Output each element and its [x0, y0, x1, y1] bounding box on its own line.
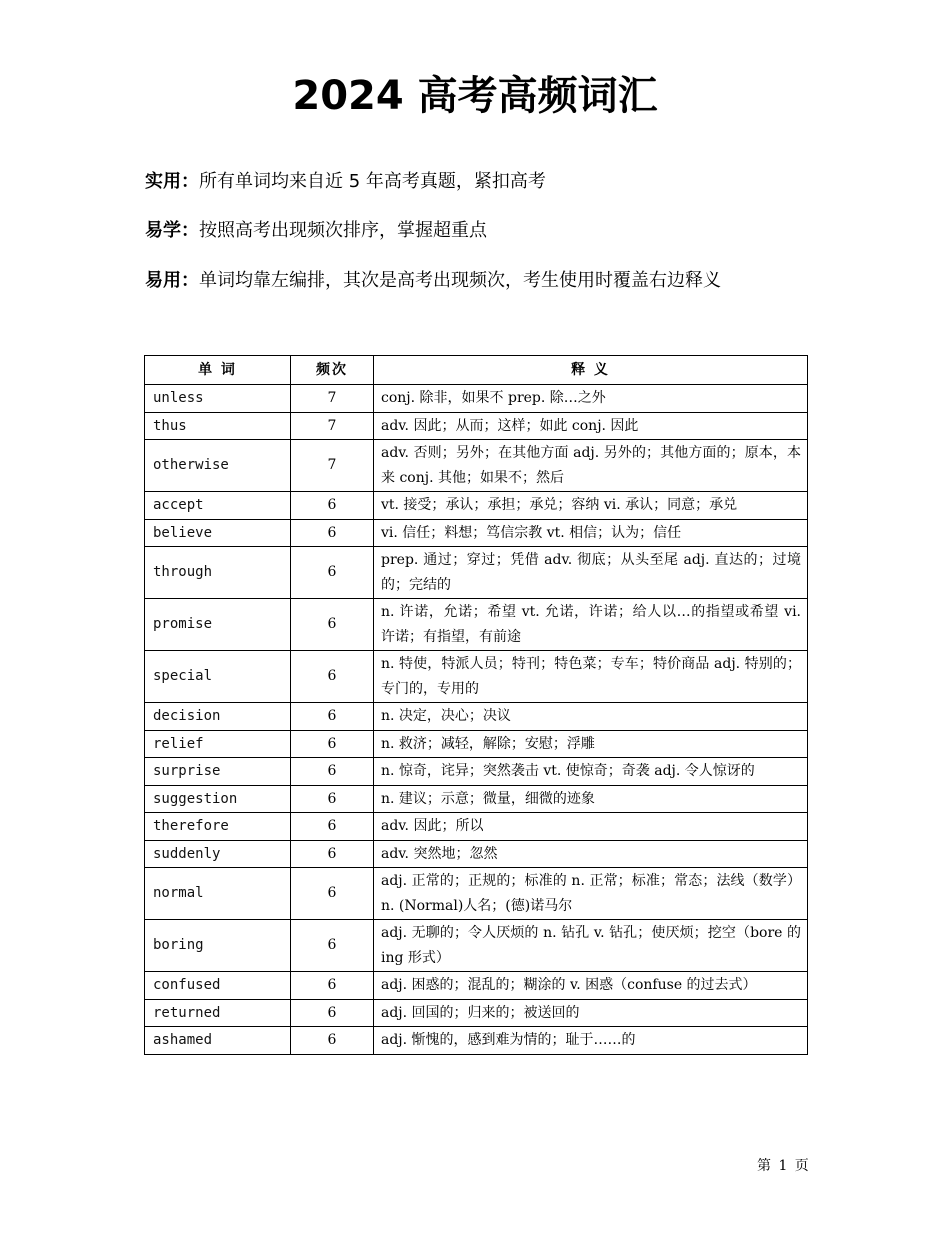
intro-easy-learn	[145, 218, 487, 244]
word-cell: surprise	[145, 758, 291, 786]
table-row	[145, 1027, 808, 1055]
meaning-cell: adv. 因此；所以	[374, 813, 808, 841]
table-row	[145, 440, 808, 492]
word-cell: unless	[145, 385, 291, 413]
frequency-cell: 6	[291, 651, 374, 703]
meaning-cell: conj. 除非，如果不 prep. 除…之外	[374, 385, 808, 413]
frequency-cell: 6	[291, 758, 374, 786]
word-cell: suddenly	[145, 840, 291, 868]
word-cell: decision	[145, 703, 291, 731]
meaning-cell: prep. 通过；穿过；凭借 adv. 彻底；从头至尾 adj. 直达的；过境的；完结的	[374, 547, 808, 599]
table-row	[145, 651, 808, 703]
word-cell: relief	[145, 730, 291, 758]
word-cell: believe	[145, 519, 291, 547]
word-cell: otherwise	[145, 440, 291, 492]
word-cell: confused	[145, 972, 291, 1000]
header-word: 单 词	[145, 356, 291, 385]
frequency-cell: 7	[291, 440, 374, 492]
meaning-cell: adj. 无聊的；令人厌烦的 n. 钻孔 v. 钻孔；使厌烦；挖空（bore 的 ing 形式）	[374, 920, 808, 972]
frequency-cell: 6	[291, 730, 374, 758]
meaning-cell: adv. 否则；另外；在其他方面 adj. 另外的；其他方面的；原本，本来 conj. 其他；如果不；然后	[374, 440, 808, 492]
frequency-cell: 7	[291, 385, 374, 413]
word-cell: suggestion	[145, 785, 291, 813]
meaning-cell: n. 救济；减轻，解除；安慰；浮雕	[374, 730, 808, 758]
table-row	[145, 868, 808, 920]
intro-label: 实用：	[145, 171, 199, 192]
frequency-cell: 6	[291, 599, 374, 651]
frequency-cell: 6	[291, 547, 374, 599]
page-number: 第 1 页	[757, 1158, 809, 1174]
meaning-cell: adv. 突然地；忽然	[374, 840, 808, 868]
table-header-row	[145, 356, 808, 385]
meaning-cell: n. 决定，决心；决议	[374, 703, 808, 731]
vocabulary-table	[144, 355, 808, 1055]
intro-practical	[145, 169, 546, 195]
meaning-cell: vi. 信任；料想；笃信宗教 vt. 相信；认为；信任	[374, 519, 808, 547]
table-row	[145, 972, 808, 1000]
frequency-cell: 6	[291, 868, 374, 920]
word-cell: ashamed	[145, 1027, 291, 1055]
word-cell: promise	[145, 599, 291, 651]
table-row	[145, 547, 808, 599]
table-row	[145, 920, 808, 972]
table-row	[145, 999, 808, 1027]
word-cell: thus	[145, 412, 291, 440]
meaning-cell: n. 建议；示意；微量，细微的迹象	[374, 785, 808, 813]
word-cell: special	[145, 651, 291, 703]
page-title: 2024 高考高频词汇	[292, 73, 658, 119]
frequency-cell: 6	[291, 519, 374, 547]
intro-text: 单词均靠左编排，其次是高考出现频次，考生使用时覆盖右边释义	[199, 270, 721, 291]
meaning-cell: n. 特使，特派人员；特刊；特色菜；专车；特价商品 adj. 特别的；专门的，专用的	[374, 651, 808, 703]
frequency-cell: 6	[291, 492, 374, 520]
frequency-cell: 6	[291, 703, 374, 731]
table-row	[145, 730, 808, 758]
table-row	[145, 599, 808, 651]
table-row	[145, 385, 808, 413]
intro-label: 易用：	[145, 270, 199, 291]
meaning-cell: adj. 困惑的；混乱的；糊涂的 v. 困惑（confuse 的过去式）	[374, 972, 808, 1000]
table-row	[145, 813, 808, 841]
word-cell: through	[145, 547, 291, 599]
intro-text: 按照高考出现频次排序，掌握超重点	[199, 220, 487, 241]
table-body	[145, 385, 808, 1055]
frequency-cell: 6	[291, 972, 374, 1000]
frequency-cell: 7	[291, 412, 374, 440]
frequency-cell: 6	[291, 920, 374, 972]
word-cell: returned	[145, 999, 291, 1027]
frequency-cell: 6	[291, 813, 374, 841]
word-cell: boring	[145, 920, 291, 972]
frequency-cell: 6	[291, 999, 374, 1027]
meaning-cell: n. 许诺，允诺；希望 vt. 允诺，许诺；给人以…的指望或希望 vi. 许诺；有指望，有前途	[374, 599, 808, 651]
word-cell: therefore	[145, 813, 291, 841]
intro-easy-use	[145, 268, 721, 294]
table-row	[145, 840, 808, 868]
table-row	[145, 492, 808, 520]
meaning-cell: vt. 接受；承认；承担；承兑；容纳 vi. 承认；同意；承兑	[374, 492, 808, 520]
table-row	[145, 758, 808, 786]
table-row	[145, 519, 808, 547]
intro-text: 所有单词均来自近 5 年高考真题，紧扣高考	[199, 171, 546, 192]
word-cell: accept	[145, 492, 291, 520]
word-cell: normal	[145, 868, 291, 920]
header-meaning: 释 义	[374, 356, 808, 385]
meaning-cell: adj. 正常的；正规的；标准的 n. 正常；标准；常态；法线（数学）n. (Normal)人名；(德)诺马尔	[374, 868, 808, 920]
table-row	[145, 785, 808, 813]
frequency-cell: 6	[291, 785, 374, 813]
header-frequency: 频次	[291, 356, 374, 385]
frequency-cell: 6	[291, 840, 374, 868]
intro-label: 易学：	[145, 220, 199, 241]
meaning-cell: n. 惊奇，诧异；突然袭击 vt. 使惊奇；奇袭 adj. 令人惊讶的	[374, 758, 808, 786]
table-row	[145, 412, 808, 440]
meaning-cell: adj. 回国的；归来的；被送回的	[374, 999, 808, 1027]
frequency-cell: 6	[291, 1027, 374, 1055]
meaning-cell: adv. 因此；从而；这样；如此 conj. 因此	[374, 412, 808, 440]
table-row	[145, 703, 808, 731]
meaning-cell: adj. 惭愧的，感到难为情的；耻于……的	[374, 1027, 808, 1055]
